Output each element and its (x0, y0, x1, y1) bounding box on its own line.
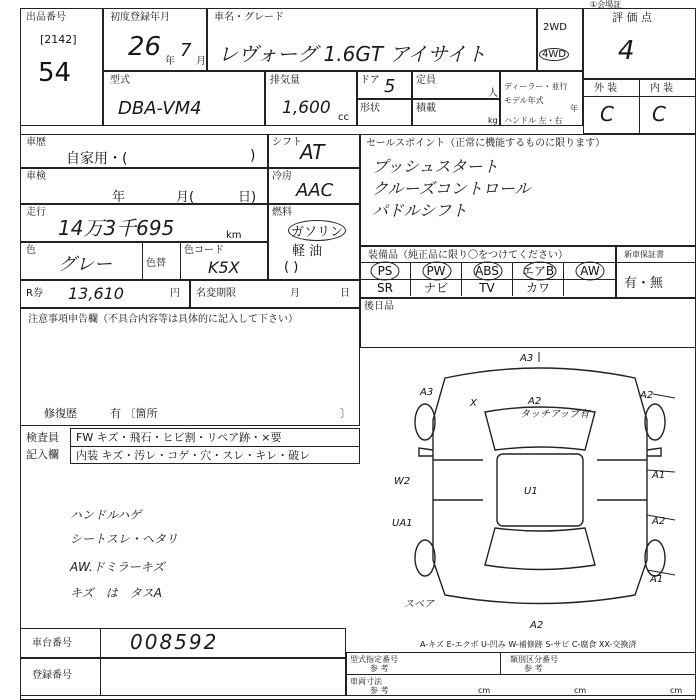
note-3: AW.ドミラーキズ (70, 560, 165, 574)
drive-2wd: 2WD (543, 22, 567, 33)
title-deadline-day: 日 (340, 288, 350, 299)
color-code-label: 色コード (184, 245, 224, 256)
recycle-unit: 円 (170, 288, 180, 299)
mirror-right (647, 448, 661, 456)
title-deadline-label: 名変期限 (196, 288, 236, 299)
dims-cm-3: cm (670, 686, 683, 695)
first-reg-month: 7 (180, 40, 192, 61)
diag-windshield: A2 (528, 396, 542, 407)
history-value: 自家用・( (66, 151, 128, 167)
diag-front-right: A2 (640, 390, 654, 401)
type-no-label: 型式指定番号 (350, 655, 398, 664)
color-label: 色 (26, 245, 36, 256)
diag-right-door-2: A2 (652, 516, 666, 527)
roof (497, 454, 583, 526)
warranty-label: 新車保証書 (624, 250, 664, 259)
equipment-circles (360, 260, 616, 282)
int-label: 内 装 (650, 83, 674, 94)
wheel-rl (415, 540, 435, 576)
reg-no-label: 登録番号 (32, 670, 72, 681)
top-right-note: ①会場証 (590, 0, 622, 9)
inspection-month: 月( (176, 190, 195, 205)
diag-top-left: A3 (420, 387, 434, 398)
inspector-mid-line (70, 446, 360, 447)
chassis-value: 008592 (130, 630, 219, 654)
dims-cm-2: cm (574, 686, 587, 695)
car-name-label: 車名・グレード (214, 12, 284, 23)
damage-legend: A-キズ E-エクボ U-凹み W-補修跡 S-サビ C-腐食 XX-交換済 (420, 640, 637, 649)
shift-label: シフト (272, 137, 302, 148)
int-value: C (652, 102, 666, 126)
inspection-year: 年 (112, 190, 126, 205)
equip-airbag: エアB (513, 263, 564, 279)
diag-right-door-1: A1 (652, 470, 666, 481)
diag-roof: U1 (524, 486, 538, 497)
equip-pw-circle (423, 262, 451, 280)
ext-value: C (600, 102, 614, 126)
mileage-label: 走行 (26, 207, 46, 218)
inspection-label: 車検 (26, 171, 46, 182)
equip-sr: SR (360, 280, 411, 296)
spec-divider (500, 652, 501, 674)
repair-close: 〕 (340, 407, 351, 420)
displacement-value: 1,600 (282, 98, 331, 118)
model-value: DBA-VM4 (118, 98, 202, 119)
diag-rear-right: A1 (650, 574, 664, 585)
sales-point-3: パドルシフト (372, 201, 468, 220)
inspection-box (20, 168, 268, 204)
repair-label: 修復歴 (44, 407, 77, 420)
diag-windshield-note: タッチアップ有 (520, 409, 590, 420)
type-no-ref: 参 考 (370, 664, 389, 673)
equip-navi: ナビ (411, 280, 462, 296)
lot-sub: [2142] (40, 33, 77, 46)
first-reg-month-unit: 月 (196, 56, 206, 67)
equip-aw-circle (576, 262, 604, 280)
chassis-divider (100, 628, 101, 658)
wheel-fl (415, 404, 435, 440)
mileage-unit: km (226, 230, 242, 241)
mirror-left (419, 448, 433, 456)
fuel-paren: ( ) (284, 260, 299, 275)
diag-left-door: W2 (394, 476, 411, 487)
notes-label: 注意事項申告欄（不具合内容等は具体的に記入して下さい） (28, 314, 298, 325)
car-name-value: レヴォーグ 1.6GT アイサイト (218, 42, 487, 66)
int-line: 内装 キズ・汚レ・コゲ・穴・スレ・キレ・破レ (76, 449, 311, 462)
reg-no-divider (100, 658, 101, 696)
first-reg-year-unit: 年 (165, 56, 175, 67)
ext-label: 外 装 (594, 83, 618, 94)
doors-value: 5 (384, 76, 396, 97)
chassis-label: 車台番号 (32, 638, 72, 649)
equip-ps: PS (360, 263, 411, 279)
title-deadline-month: 月 (290, 288, 300, 299)
color-divider-2 (180, 242, 181, 280)
load-unit: kg (488, 116, 498, 125)
sales-points-label: セールスポイント（正常に機能するものに限ります） (366, 138, 606, 149)
diag-left-rocker: UA1 (392, 518, 413, 529)
fw-line: FW キズ・飛石・ヒビ割・リペア跡・×要 (76, 431, 282, 444)
leader-2 (653, 394, 675, 398)
history-label: 車歴 (26, 137, 46, 148)
load-label: 積載 (416, 103, 436, 114)
diag-x: X (470, 398, 477, 409)
equip-leather: カワ (513, 280, 564, 296)
dealer-line1: ディーラー・並行 (504, 82, 568, 91)
diag-spare: スペア (404, 599, 434, 610)
color-divider (142, 242, 143, 280)
displacement-label: 排気量 (270, 75, 300, 86)
repair-value: 有 〔箇所 (110, 407, 158, 420)
inspector-label: 検査員 (26, 431, 59, 444)
fuel-alt: 軽 油 (292, 244, 323, 259)
drive-4wd: 4WD (539, 48, 569, 61)
mileage-value: 14万3千695 (58, 216, 175, 240)
recycle-value: 13,610 (68, 284, 124, 303)
diag-bottom: A2 (530, 620, 544, 631)
warranty-line (616, 262, 696, 263)
wheel-fr (645, 404, 665, 440)
diag-top: A3 (520, 353, 534, 364)
spec-mid-line (346, 674, 696, 675)
first-reg-year: 26 (128, 32, 162, 62)
aircon-value: AAC (296, 180, 334, 201)
entry-label: 記入欄 (26, 448, 59, 461)
score-label: 評 価 点 (612, 11, 652, 24)
recycle-label: R券 (26, 288, 43, 299)
shift-value: AT (300, 140, 325, 164)
inspection-day: 日) (238, 190, 257, 205)
equip-ps-circle (371, 262, 399, 280)
equip-tv: TV (462, 280, 513, 296)
equip-aw: AW (580, 264, 600, 278)
dealer-handle: ハンドル 左・右 (504, 116, 563, 125)
color-code: K5X (208, 258, 240, 277)
aircon-label: 冷房 (272, 171, 292, 182)
fuel-value: ガソリン (288, 220, 346, 241)
category-ref: 参 考 (524, 664, 543, 673)
equip-airbag-circle (524, 262, 556, 280)
ext-int-divider (639, 79, 640, 134)
sales-point-1: プッシュスタート (372, 157, 499, 176)
equip-abs: ABS (462, 263, 513, 279)
equip-pw: PW (411, 263, 462, 279)
dims-ref: 参 考 (370, 686, 389, 695)
fuel-label: 燃料 (272, 207, 292, 218)
equip-abs-circle (474, 262, 502, 280)
note-1: ハンドルハゲ (70, 508, 142, 522)
drive-box (537, 8, 583, 71)
warranty-value: 有・無 (624, 276, 664, 291)
dealer-line2: モデル年式 (504, 96, 544, 105)
shape-label: 形状 (360, 103, 380, 114)
dims-cm-1: cm (478, 686, 491, 695)
color-value: グレー (58, 254, 112, 275)
ext-int-header-line (583, 96, 696, 97)
lot-number: 54 (38, 58, 72, 88)
note-4: キズ は タスA (70, 586, 162, 600)
score-value: 4 (618, 36, 635, 66)
doors-label: ドア (360, 75, 380, 86)
rear-items-label: 後日品 (364, 301, 394, 312)
rear-window (485, 528, 595, 570)
capacity-label: 定員 (416, 75, 436, 86)
model-label: 型式 (110, 75, 130, 86)
displacement-unit: cc (338, 112, 349, 123)
dealer-year-unit: 年 (570, 104, 578, 113)
note-2: シートスレ・ヘタリ (70, 532, 178, 546)
category-label: 類別区分番号 (510, 655, 558, 664)
history-box (20, 134, 268, 168)
color-change-label: 色替 (146, 258, 166, 269)
equip-empty (564, 280, 616, 296)
capacity-unit: 人 (488, 88, 498, 99)
first-reg-label: 初度登録年月 (110, 12, 170, 23)
history-close: ) (250, 148, 256, 164)
lot-label: 出品番号 (26, 12, 66, 23)
dims-label: 車両寸法 (350, 677, 382, 686)
sales-point-2: クルーズコントロール (372, 179, 531, 198)
rear-items-box (360, 298, 696, 348)
equipment-label: 装備品（純正品に限り〇をつけてください） (368, 250, 568, 261)
